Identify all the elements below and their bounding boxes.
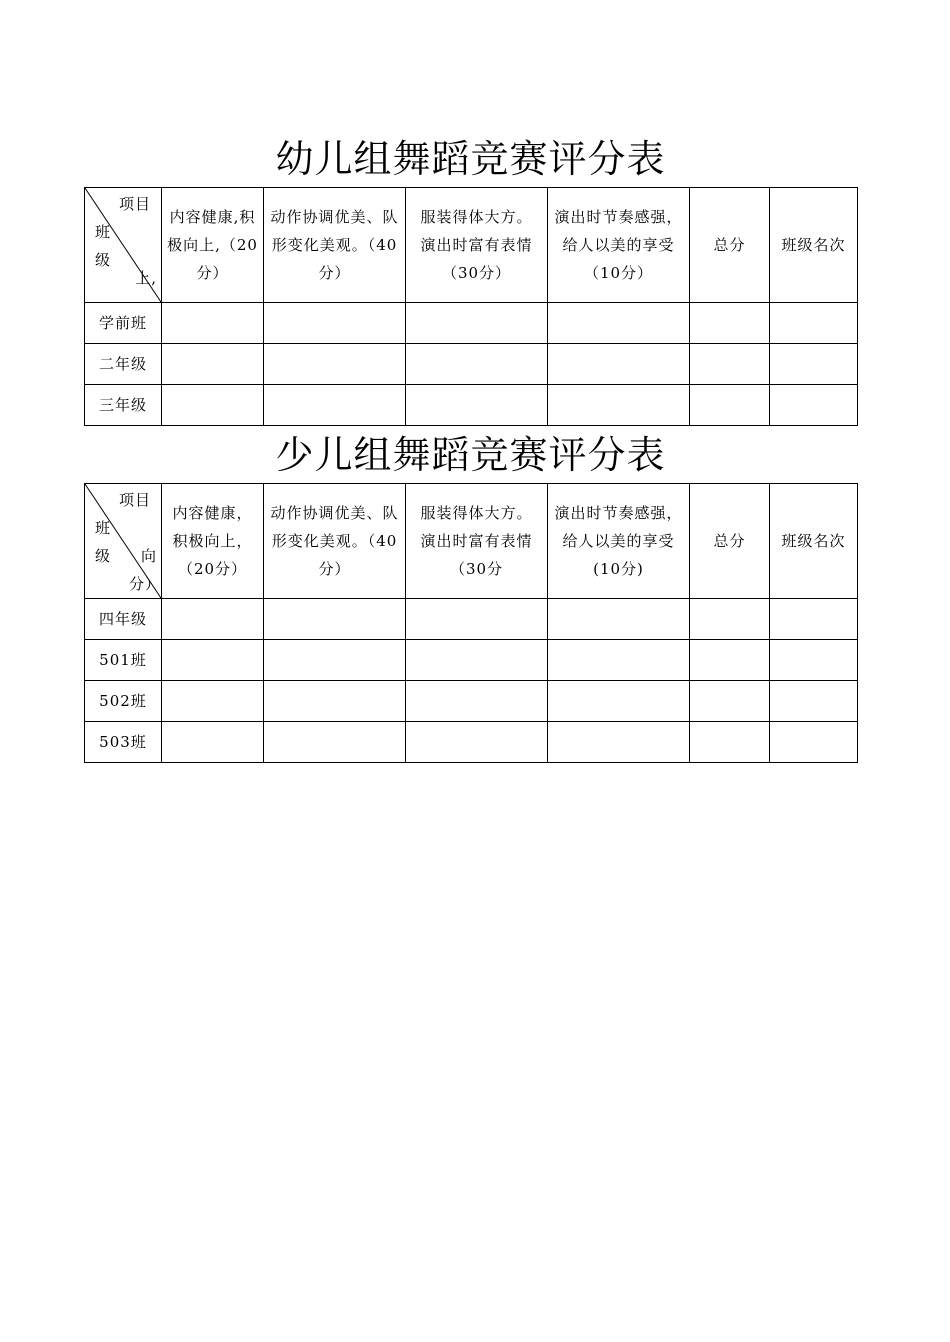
score-cell[interactable]	[264, 385, 406, 426]
rank-cell[interactable]	[770, 681, 858, 722]
table-row	[85, 303, 858, 344]
score-cell[interactable]	[264, 640, 406, 681]
total-cell[interactable]	[690, 303, 770, 344]
score-cell[interactable]	[162, 722, 264, 763]
table2-title: 少儿组舞蹈竞赛评分表	[275, 433, 666, 477]
rank-cell[interactable]	[770, 385, 858, 426]
header-content: 内容健康，积极向上，（20分）	[162, 484, 264, 599]
score-cell[interactable]	[162, 303, 264, 344]
score-cell[interactable]	[406, 681, 548, 722]
table1-title: 幼儿组舞蹈竞赛评分表	[275, 137, 666, 181]
score-cell[interactable]	[162, 385, 264, 426]
corner-overflow-text: 向	[140, 547, 157, 565]
score-cell[interactable]	[264, 722, 406, 763]
score-cell[interactable]	[406, 640, 548, 681]
score-cell[interactable]	[406, 385, 548, 426]
score-cell[interactable]	[548, 722, 690, 763]
corner-class-label-2: 级	[95, 251, 112, 269]
score-cell[interactable]	[548, 599, 690, 640]
header-total: 总分	[690, 484, 770, 599]
row-label: 503班	[85, 722, 162, 763]
corner-class-label-1: 班	[95, 519, 112, 537]
score-cell[interactable]	[264, 681, 406, 722]
header-content: 内容健康,积极向上,（20分）	[162, 188, 264, 303]
table-row	[85, 385, 858, 426]
rank-cell[interactable]	[770, 722, 858, 763]
score-cell[interactable]	[162, 681, 264, 722]
score-table-youth	[84, 483, 858, 763]
total-cell[interactable]	[690, 385, 770, 426]
score-cell[interactable]	[548, 681, 690, 722]
score-cell[interactable]	[264, 599, 406, 640]
corner-project-label: 项目	[118, 195, 151, 213]
score-cell[interactable]	[548, 640, 690, 681]
score-cell[interactable]	[162, 599, 264, 640]
score-cell[interactable]	[406, 303, 548, 344]
total-cell[interactable]	[690, 344, 770, 385]
score-cell[interactable]	[162, 344, 264, 385]
header-costume: 服装得体大方。 演出时富有表情（30分	[406, 484, 548, 599]
corner-class-label-2: 级	[95, 547, 112, 565]
score-cell[interactable]	[264, 344, 406, 385]
corner-cell	[85, 188, 162, 303]
score-cell[interactable]	[406, 599, 548, 640]
header-movement: 动作协调优美、队形变化美观。（40分）	[264, 188, 406, 303]
row-label: 502班	[85, 681, 162, 722]
score-cell[interactable]	[406, 722, 548, 763]
corner-project-label: 项目	[118, 491, 151, 509]
table-header-row	[85, 484, 858, 599]
score-cell[interactable]	[548, 344, 690, 385]
table-header-row	[85, 188, 858, 303]
header-rank: 班级名次	[770, 484, 858, 599]
total-cell[interactable]	[690, 599, 770, 640]
header-movement: 动作协调优美、队形变化美观。（40分）	[264, 484, 406, 599]
row-label: 学前班	[85, 303, 162, 344]
score-table-children	[84, 187, 858, 426]
header-total: 总分	[690, 188, 770, 303]
score-cell[interactable]	[548, 303, 690, 344]
rank-cell[interactable]	[770, 640, 858, 681]
header-costume: 服装得体大方。 演出时富有表情（30分）	[406, 188, 548, 303]
table-row	[85, 344, 858, 385]
table-row	[85, 640, 858, 681]
corner-cell	[85, 484, 162, 599]
total-cell[interactable]	[690, 722, 770, 763]
header-rhythm: 演出时节奏感强，给人以美的享受（10分）	[548, 188, 690, 303]
rank-cell[interactable]	[770, 599, 858, 640]
header-rhythm: 演出时节奏感强，给人以美的享受(10分)	[548, 484, 690, 599]
score-cell[interactable]	[162, 640, 264, 681]
table-row	[85, 681, 858, 722]
row-label: 501班	[85, 640, 162, 681]
row-label: 三年级	[85, 385, 162, 426]
row-label: 二年级	[85, 344, 162, 385]
header-rank: 班级名次	[770, 188, 858, 303]
total-cell[interactable]	[690, 640, 770, 681]
corner-class-label-1: 班	[95, 223, 112, 241]
score-cell[interactable]	[406, 344, 548, 385]
table-row	[85, 599, 858, 640]
table-row	[85, 722, 858, 763]
row-label: 四年级	[85, 599, 162, 640]
rank-cell[interactable]	[770, 303, 858, 344]
corner-overflow-text: 上,	[135, 269, 157, 287]
score-cell[interactable]	[548, 385, 690, 426]
score-cell[interactable]	[264, 303, 406, 344]
rank-cell[interactable]	[770, 344, 858, 385]
corner-overflow-text-2: 分）	[128, 575, 161, 593]
total-cell[interactable]	[690, 681, 770, 722]
